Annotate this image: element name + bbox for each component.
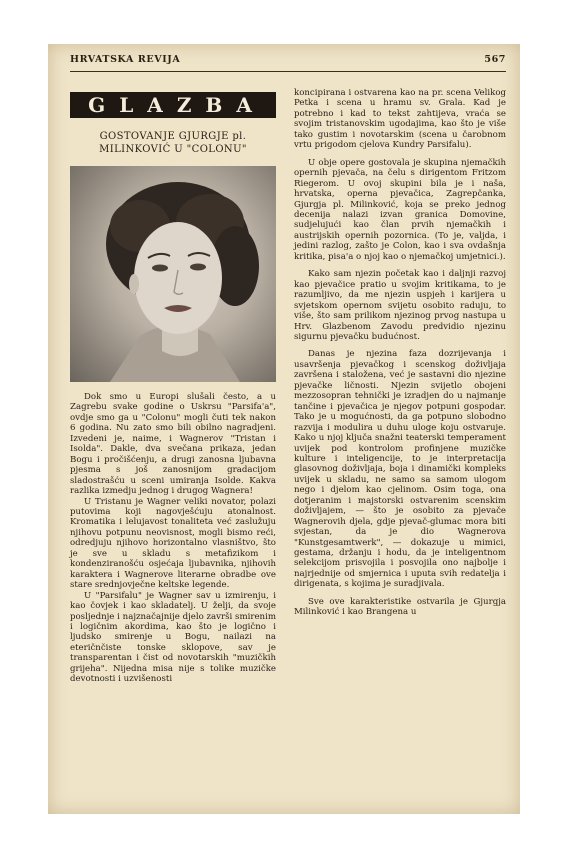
portrait-illustration — [70, 166, 276, 382]
portrait-photo — [70, 166, 276, 382]
section-banner: GLAZBA — [70, 92, 276, 118]
paragraph: Dok smo u Europi slušali često, a u Zagrebu svake godine o Uskrsu "Parsifa'a", ovdje smo ga u "Colonu" mogli čuti tek nakon 6 godina. Nu zato smo bili obilno nagradjeni. Izvedeni je, naime, i Wagnerov "Tristan i Isolda". Dakle, dva svečana prikaza, jedan Bogu i pročišćenju, a drugi zanosna ljubavna pjesma s još zanosnijom gradacijom sladostrašću u sceni umiranja Isolde. Kakva razlika izmedju jednog i drugog Wagnera! — [70, 392, 276, 497]
paragraph: U obje opere gostovala je skupina njemačkih opernih pjevača, na čelu s dirigentom Fritzom Riegerom. U ovoj skupini bila je i naša, hrvatska, operna pjevačica, Zagrepčanka, Gjurgja pl. Milinković, koja se preko jednog decenija nalazi izvan granica Domovine, sudjelujući kao član prvih njemačkih i austrijskih opernih pozornica. (To je, valjda, i jedini razlog, zašto je Colon, kao i sva ovdašnja kritika, pisa'a o njoj kao o njemačkoj umjetnici.). — [294, 157, 506, 262]
paragraph: koncipirana i ostvarena kao na pr. scena Velikog Petka i scena u hramu sv. Grala. Kad je potrebno i kad to tekst zahtijeva, vraća se svojim tristanovskim ugodajima, kao što je više tako gustim i novotarskim (scena u čarobnom vrtu prigodom cjelova Kundry Parsifalu). — [294, 88, 506, 151]
page-number: 567 — [484, 54, 506, 65]
paragraph: Danas je njezina faza dozrijevanja i usavršenja pjevačkog i scenskog doživljaja završena i staložena, već je sastavni dio njezine pjevačke ličnosti. Njezin svijetlo obojeni mezzosopran tehnički je izradjen do u najmanje tančine i pjevačica je njegov potpuni gospodar. Tako je u mogućnosti, da ga potpuno slobodno razvija i modulira u duhu uloge koju ostvaruje. Kako u njoj ključa snažni teaterski temperament uvijek pod kontrolom profinjene muzičke kulture i inteligencije, to je interpretacija glasovnog doživljaja, boja i dinamički kompleks uvijek u skladu, ne samo sa samom ulogom nego i djelom kao cjelinom. Osim toga, ona dotjeranim i majstorski ostvarenim scenskim doživljajem, — što je osobito za pjevače Wagnerovih djela, gdje pjevač-glumac mora biti svjestan, da je dio Wagnerova "Kunstgesamtwerk", — dokazuje u mimici, gestama, držanju i hodu, da je inteligentnom selekcijom prisvojila i posvojila ono najbolje i najrjednije od smjernica i uputa svih redatelja i dirigenata, s kojima je suradjivala. — [294, 349, 506, 590]
running-head — [70, 54, 506, 70]
left-column-text — [70, 392, 276, 685]
header-rule — [70, 71, 506, 72]
journal-title: HRVATSKA REVIJA — [70, 54, 181, 65]
paragraph: U "Parsifalu" je Wagner sav u izmirenju, i kao čovjek i kao skladatelj. U želji, da svoje posljednje i najznačajnije djelo završi smirenim i logičnim akordima, kao što je logično i ljudsko smirenje u Bogu, nailazi na eteričnčiste tonske sklopove, sav je transparentan i čist od novotarskih "muzičkih grijeha". Nijedna misa nije s tolike muzičke devotnosti i uzvišenosti — [70, 590, 276, 685]
right-column — [294, 88, 506, 618]
magazine-page — [48, 44, 520, 814]
article-title: GOSTOVANJE GJURGJE pl. MILINKOVIĆ U "COLONU" — [99, 131, 247, 155]
paragraph: Sve ove karakteristike ostvarila je Gjurgja Milinković i kao Brangena u — [294, 596, 506, 618]
right-column-text — [294, 88, 506, 618]
left-column — [70, 92, 276, 685]
paragraph: U Tristanu je Wagner veliki novator, polazi putovima koji nagovješćuju atonalnost. Kromatika i lelujavost tonaliteta već zaslužuju njihovu potpunu neovisnost, mogli bismo reći, odredjuju njihovo horizontalno vlasništvo, što je sve u skladu s metafizikom i kondenziranošću osjećaja ljubavnika, njihovih karaktera i Wagnerove literarne obradbe ove stare srednjovječne keltske legende. — [70, 496, 276, 591]
paragraph: Kako sam njezin početak kao i daljnji razvoj kao pjevačice pratio u svojim kritikama, to je razumljivo, da me njezin uspjeh i karijera u svjetskom opernom svijetu osobito raduju, to više, što sam prilikom njezinog prvog nastupa u Hrv. Glazbenom Zavodu predvidio njezinu sigurnu pjevačku budućnost. — [294, 269, 506, 342]
